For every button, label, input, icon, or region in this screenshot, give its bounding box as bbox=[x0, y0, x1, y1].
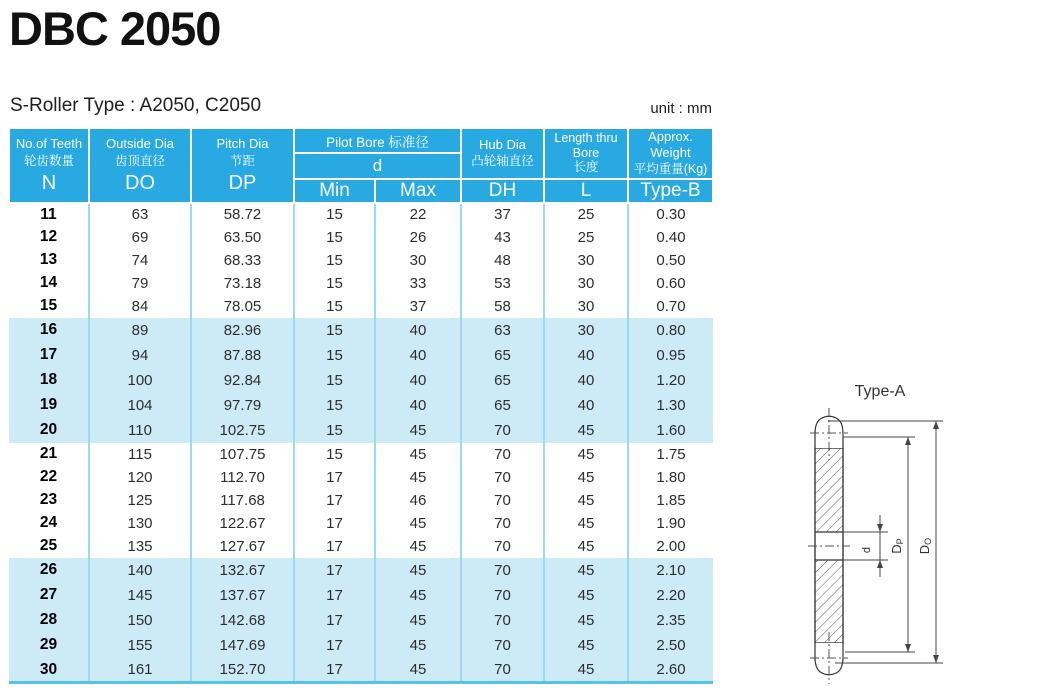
cell-value: 2.10 bbox=[628, 558, 713, 583]
table-row bbox=[9, 633, 713, 658]
spec-table-wrap bbox=[8, 127, 714, 684]
header-label-cn: 节距 bbox=[229, 153, 255, 168]
header-label: Length thru Bore bbox=[554, 131, 618, 160]
cell-value: 30 bbox=[375, 249, 461, 272]
cell-value: 45 bbox=[375, 535, 461, 558]
cell-value: 94 bbox=[89, 343, 191, 368]
cell-value: 65 bbox=[461, 368, 544, 393]
header-label-cn: 长度 bbox=[573, 159, 599, 174]
cell-value: 25 bbox=[544, 226, 628, 249]
table-row bbox=[9, 535, 713, 558]
cell-value: 40 bbox=[544, 368, 628, 393]
cell-value: 37 bbox=[461, 203, 544, 226]
cell-value: 122.67 bbox=[191, 512, 294, 535]
table-row bbox=[9, 466, 713, 489]
cell-value: 125 bbox=[89, 489, 191, 512]
cell-value: 70 bbox=[461, 608, 544, 633]
cell-value: 92.84 bbox=[191, 368, 294, 393]
table-row bbox=[9, 203, 713, 226]
col-header-pitch-dia bbox=[191, 128, 294, 203]
table-row bbox=[9, 658, 713, 683]
cell-teeth-count: 15 bbox=[39, 297, 58, 315]
cell-value: 63 bbox=[89, 203, 191, 226]
cell-value: 70 bbox=[461, 535, 544, 558]
cell-value: 17 bbox=[294, 535, 375, 558]
cell-teeth-count: 13 bbox=[39, 251, 58, 269]
cell-value: 17 bbox=[294, 466, 375, 489]
cell-value: 40 bbox=[375, 393, 461, 418]
cell-teeth-count: 16 bbox=[9, 318, 89, 343]
cell-value: 1.30 bbox=[628, 393, 713, 418]
cell-value: 46 bbox=[375, 489, 461, 512]
spec-table-header bbox=[9, 128, 713, 203]
pitch-dia-dim-label: DP bbox=[889, 538, 905, 554]
header-label: Outside Dia bbox=[106, 136, 174, 152]
cell-value: 140 bbox=[89, 558, 191, 583]
table-row bbox=[9, 226, 713, 249]
cell-value: 70 bbox=[461, 633, 544, 658]
table-row bbox=[9, 558, 713, 583]
cell-teeth-count: 28 bbox=[9, 608, 89, 633]
cell-teeth-count: 29 bbox=[9, 633, 89, 658]
cell-value: 15 bbox=[294, 368, 375, 393]
subheader-type-b: Type-B bbox=[628, 179, 713, 203]
header-symbol: N bbox=[41, 171, 57, 194]
cell-value: 45 bbox=[544, 512, 628, 535]
table-row bbox=[9, 368, 713, 393]
cell-value: 45 bbox=[375, 443, 461, 466]
outside-dia-dim-label: DO bbox=[917, 537, 933, 555]
cell-value: 45 bbox=[375, 633, 461, 658]
cell-teeth-count: 27 bbox=[9, 583, 89, 608]
cell-value: 40 bbox=[375, 318, 461, 343]
cell-value: 15 bbox=[294, 203, 375, 226]
cell-value: 45 bbox=[544, 658, 628, 683]
header-symbol: DP bbox=[228, 171, 257, 194]
cell-value: 0.95 bbox=[628, 343, 713, 368]
row-group-1 bbox=[9, 203, 713, 318]
cell-value: 15 bbox=[294, 343, 375, 368]
cell-value: 0.30 bbox=[628, 203, 713, 226]
cell-value: 45 bbox=[375, 608, 461, 633]
header-label: Hub Dia bbox=[479, 136, 526, 152]
cell-teeth-count: 30 bbox=[9, 658, 89, 683]
cell-value: 78.05 bbox=[191, 295, 294, 318]
cell-value: 130 bbox=[89, 512, 191, 535]
cell-value: 155 bbox=[89, 633, 191, 658]
cell-value: 63.50 bbox=[191, 226, 294, 249]
cell-value: 45 bbox=[544, 583, 628, 608]
header-label-cn: 齿顶直径 bbox=[114, 153, 165, 168]
cell-value: 1.85 bbox=[628, 489, 713, 512]
cell-teeth-count: 22 bbox=[39, 468, 58, 486]
cell-teeth-count: 17 bbox=[9, 343, 89, 368]
header-label: No.of Teeth bbox=[15, 136, 83, 152]
cell-value: 45 bbox=[375, 558, 461, 583]
cell-value: 15 bbox=[294, 443, 375, 466]
table-row bbox=[9, 608, 713, 633]
cell-value: 87.88 bbox=[191, 343, 294, 368]
cell-teeth-count: 23 bbox=[39, 491, 58, 509]
cell-value: 107.75 bbox=[191, 443, 294, 466]
cell-value: 45 bbox=[544, 535, 628, 558]
col-header-outside-dia bbox=[89, 128, 191, 203]
cell-value: 17 bbox=[294, 489, 375, 512]
cell-value: 45 bbox=[544, 558, 628, 583]
cell-value: 26 bbox=[375, 226, 461, 249]
subheader-min: Min bbox=[294, 179, 375, 203]
cell-value: 68.33 bbox=[191, 249, 294, 272]
cell-value: 65 bbox=[461, 343, 544, 368]
cell-value: 89 bbox=[89, 318, 191, 343]
cell-value: 45 bbox=[544, 418, 628, 443]
header-symbol: DO bbox=[125, 171, 155, 194]
cell-value: 145 bbox=[89, 583, 191, 608]
cell-value: 15 bbox=[294, 393, 375, 418]
header-label-cn: 平均重量(Kg) bbox=[633, 162, 708, 177]
cell-teeth-count: 12 bbox=[39, 228, 58, 246]
cell-value: 100 bbox=[89, 368, 191, 393]
cell-value: 73.18 bbox=[191, 272, 294, 295]
cell-value: 0.70 bbox=[628, 295, 713, 318]
col-header-weight bbox=[628, 128, 713, 179]
cell-value: 15 bbox=[294, 295, 375, 318]
cell-value: 104 bbox=[89, 393, 191, 418]
cell-value: 70 bbox=[461, 558, 544, 583]
cell-value: 45 bbox=[375, 512, 461, 535]
cell-value: 0.50 bbox=[628, 249, 713, 272]
cell-value: 30 bbox=[544, 249, 628, 272]
cell-value: 69 bbox=[89, 226, 191, 249]
cell-value: 17 bbox=[294, 512, 375, 535]
cell-value: 2.50 bbox=[628, 633, 713, 658]
cell-value: 74 bbox=[89, 249, 191, 272]
cell-teeth-count: 20 bbox=[9, 418, 89, 443]
cell-value: 45 bbox=[375, 583, 461, 608]
col-header-teeth bbox=[9, 128, 89, 203]
subheader-d: d bbox=[294, 153, 461, 178]
cell-value: 142.68 bbox=[191, 608, 294, 633]
cell-value: 45 bbox=[544, 489, 628, 512]
bore-dim-label: d bbox=[861, 546, 873, 554]
cell-value: 1.80 bbox=[628, 466, 713, 489]
cell-value: 70 bbox=[461, 489, 544, 512]
table-row bbox=[9, 489, 713, 512]
cell-teeth-count: 11 bbox=[40, 205, 57, 223]
table-row bbox=[9, 295, 713, 318]
cell-value: 0.80 bbox=[628, 318, 713, 343]
cell-value: 65 bbox=[461, 393, 544, 418]
cell-value: 127.67 bbox=[191, 535, 294, 558]
cell-teeth-count: 18 bbox=[9, 368, 89, 393]
table-row bbox=[9, 443, 713, 466]
subheader-l: L bbox=[544, 179, 628, 203]
drawing-caption: Type-A bbox=[854, 383, 906, 400]
page-title: DBC 2050 bbox=[9, 2, 221, 55]
cell-value: 17 bbox=[294, 583, 375, 608]
cell-value: 17 bbox=[294, 558, 375, 583]
cell-value: 48 bbox=[461, 249, 544, 272]
cell-value: 112.70 bbox=[191, 466, 294, 489]
cell-value: 37 bbox=[375, 295, 461, 318]
cell-teeth-count: 19 bbox=[9, 393, 89, 418]
table-row bbox=[9, 418, 713, 443]
subheader-max: Max bbox=[375, 179, 461, 203]
cell-value: 45 bbox=[544, 633, 628, 658]
cell-value: 2.20 bbox=[628, 583, 713, 608]
cell-value: 45 bbox=[375, 466, 461, 489]
header-label: Approx. Weight bbox=[648, 129, 693, 160]
cell-value: 97.79 bbox=[191, 393, 294, 418]
cell-value: 45 bbox=[544, 466, 628, 489]
cell-teeth-count: 25 bbox=[39, 537, 58, 555]
cell-value: 117.68 bbox=[191, 489, 294, 512]
cell-value: 30 bbox=[544, 318, 628, 343]
cell-value: 45 bbox=[544, 608, 628, 633]
cell-value: 1.75 bbox=[628, 443, 713, 466]
cell-value: 0.60 bbox=[628, 272, 713, 295]
unit-label: unit : mm bbox=[650, 100, 712, 117]
header-label: Pitch Dia bbox=[216, 136, 269, 152]
cell-value: 84 bbox=[89, 295, 191, 318]
cell-value: 40 bbox=[375, 368, 461, 393]
cell-value: 70 bbox=[461, 443, 544, 466]
cell-value: 33 bbox=[375, 272, 461, 295]
cell-value: 137.67 bbox=[191, 583, 294, 608]
cell-value: 17 bbox=[294, 608, 375, 633]
type-a-drawing bbox=[780, 370, 1045, 692]
cell-value: 63 bbox=[461, 318, 544, 343]
cell-value: 110 bbox=[89, 418, 191, 443]
col-header-pilot-bore: Pilot Bore 标准径 bbox=[294, 128, 461, 153]
table-row bbox=[9, 318, 713, 343]
cell-value: 2.35 bbox=[628, 608, 713, 633]
cell-value: 147.69 bbox=[191, 633, 294, 658]
cell-value: 102.75 bbox=[191, 418, 294, 443]
cell-value: 40 bbox=[544, 343, 628, 368]
cell-value: 2.00 bbox=[628, 535, 713, 558]
cell-value: 40 bbox=[544, 393, 628, 418]
cell-value: 1.90 bbox=[628, 512, 713, 535]
cell-value: 17 bbox=[294, 658, 375, 683]
cell-value: 70 bbox=[461, 418, 544, 443]
cell-value: 45 bbox=[375, 418, 461, 443]
cell-value: 150 bbox=[89, 608, 191, 633]
table-row bbox=[9, 272, 713, 295]
cell-value: 53 bbox=[461, 272, 544, 295]
col-header-length bbox=[544, 128, 628, 179]
subheader-dh: DH bbox=[461, 179, 544, 203]
cell-value: 161 bbox=[89, 658, 191, 683]
cell-value: 58.72 bbox=[191, 203, 294, 226]
cell-value: 15 bbox=[294, 226, 375, 249]
cell-value: 115 bbox=[89, 443, 191, 466]
cell-value: 70 bbox=[461, 583, 544, 608]
cell-value: 70 bbox=[461, 512, 544, 535]
cell-value: 45 bbox=[375, 658, 461, 683]
table-row bbox=[9, 393, 713, 418]
cell-value: 135 bbox=[89, 535, 191, 558]
sprocket-cross-section-svg bbox=[780, 370, 1045, 692]
cell-value: 79 bbox=[89, 272, 191, 295]
cell-value: 43 bbox=[461, 226, 544, 249]
roller-type-subtitle: S-Roller Type : A2050, C2050 bbox=[10, 95, 262, 116]
cell-teeth-count: 26 bbox=[9, 558, 89, 583]
cell-value: 45 bbox=[544, 443, 628, 466]
cell-teeth-count: 24 bbox=[39, 514, 58, 532]
cell-value: 58 bbox=[461, 295, 544, 318]
cell-value: 30 bbox=[544, 272, 628, 295]
cell-value: 15 bbox=[294, 249, 375, 272]
cell-value: 0.40 bbox=[628, 226, 713, 249]
table-row bbox=[9, 583, 713, 608]
row-group-4 bbox=[9, 558, 713, 683]
table-row bbox=[9, 249, 713, 272]
cell-value: 15 bbox=[294, 418, 375, 443]
cell-teeth-count: 14 bbox=[39, 274, 58, 292]
table-row bbox=[9, 343, 713, 368]
cell-value: 40 bbox=[375, 343, 461, 368]
cell-value: 120 bbox=[89, 466, 191, 489]
header-label-cn: 轮齿数量 bbox=[23, 153, 74, 168]
spec-table bbox=[8, 127, 714, 684]
cell-value: 1.20 bbox=[628, 368, 713, 393]
cell-value: 132.67 bbox=[191, 558, 294, 583]
col-header-hub-dia bbox=[461, 128, 544, 179]
cell-value: 1.60 bbox=[628, 418, 713, 443]
cell-value: 2.60 bbox=[628, 658, 713, 683]
cell-value: 152.70 bbox=[191, 658, 294, 683]
cell-value: 15 bbox=[294, 318, 375, 343]
cell-value: 82.96 bbox=[191, 318, 294, 343]
header-label-cn: 凸轮轴直径 bbox=[471, 154, 534, 169]
cell-value: 70 bbox=[461, 466, 544, 489]
cell-value: 25 bbox=[544, 203, 628, 226]
cell-teeth-count: 21 bbox=[39, 445, 58, 463]
row-group-3 bbox=[9, 443, 713, 558]
table-row bbox=[9, 512, 713, 535]
cell-value: 17 bbox=[294, 633, 375, 658]
cell-value: 30 bbox=[544, 295, 628, 318]
cell-value: 22 bbox=[375, 203, 461, 226]
cell-value: 70 bbox=[461, 658, 544, 683]
row-group-2 bbox=[9, 318, 713, 443]
cell-value: 15 bbox=[294, 272, 375, 295]
